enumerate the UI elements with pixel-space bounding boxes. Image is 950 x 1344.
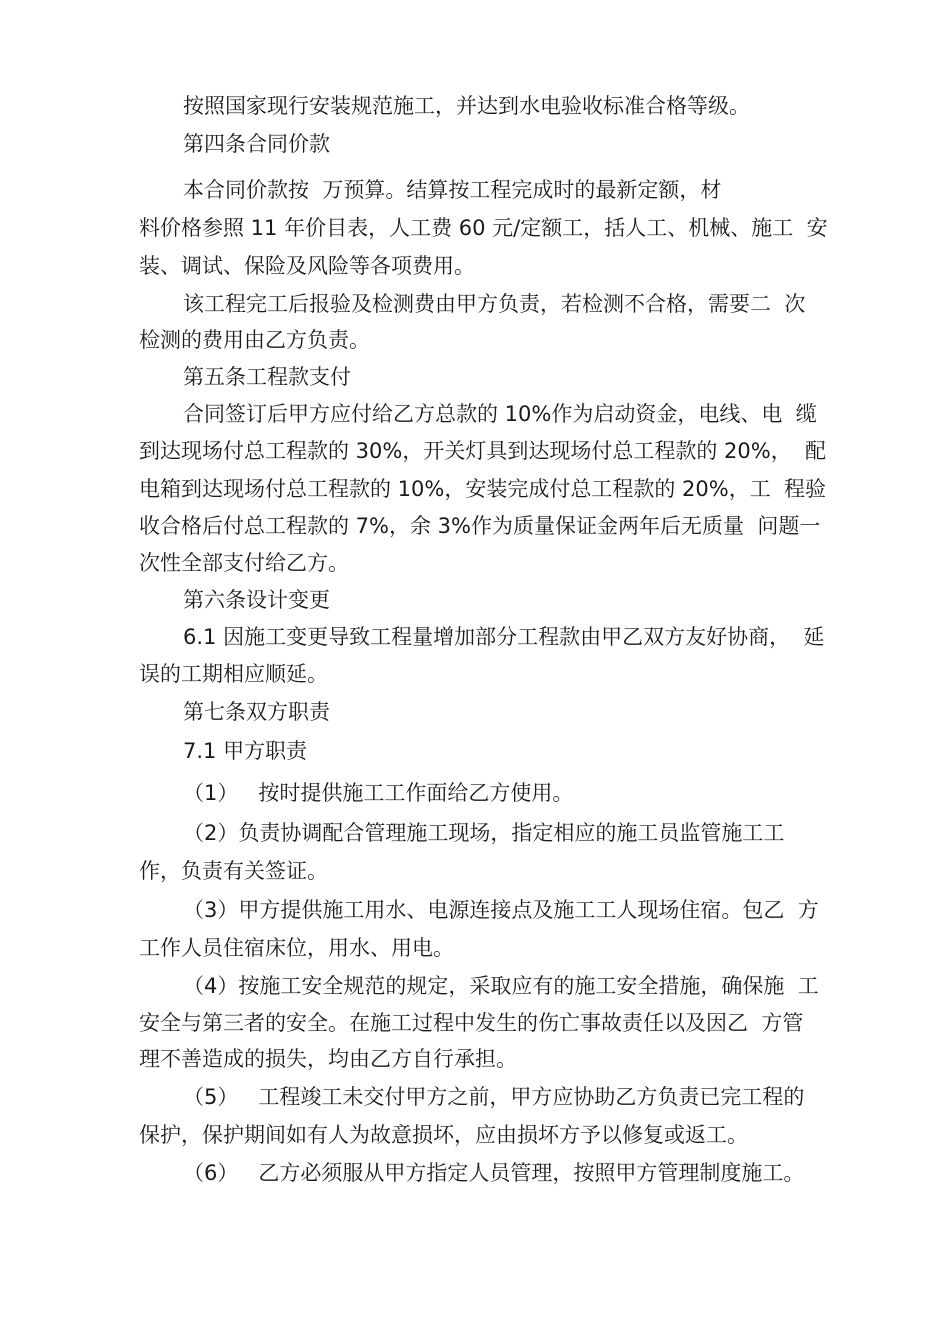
paragraph-line: 保护，保护期间如有人为故意损坏，应由损坏方予以修复或返工。 [139,1123,748,1147]
list-item: （1） 按时提供施工工作面给乙方使用。 [183,781,574,805]
paragraph-line: 安全与第三者的安全。在施工过程中发生的伤亡事故责任以及因乙 方管 [139,1011,804,1035]
list-item: （4）按施工安全规范的规定，采取应有的施工安全措施，确保施 工 [183,974,819,998]
section-heading: 第五条工程款支付 [183,365,351,389]
paragraph-line: 料价格参照 11 年价目表，人工费 60 元/定额工，括人工、机械、施工 安 [139,216,828,240]
paragraph-line: 误的工期相应顺延。 [139,662,328,686]
paragraph-line: 本合同价款按 万预算。结算按工程完成时的最新定额，材 [183,178,722,202]
paragraph-line: 该工程完工后报验及检测费由甲方负责，若检测不合格，需要二 次 [183,292,806,316]
list-item: （5） 工程竣工未交付甲方之前，甲方应协助乙方负责已完工程的 [183,1085,805,1109]
paragraph-line: 合同签订后甲方应付给乙方总款的 10%作为启动资金，电线、电 缆 [183,402,817,426]
section-heading: 第四条合同价款 [183,132,330,156]
paragraph-line: 工作人员住宿床位，用水、用电。 [139,936,454,960]
paragraph-line: 理不善造成的损失，均由乙方自行承担。 [139,1047,517,1071]
subsection-heading: 7.1 甲方职责 [183,739,308,763]
list-item: （3）甲方提供施工用水、电源连接点及施工工人现场住宿。包乙 方 [183,898,819,922]
paragraph-line: 6.1 因施工变更导致工程量增加部分工程款由甲乙双方友好协商， 延 [183,625,825,649]
paragraph-line: 电箱到达现场付总工程款的 10%，安装完成付总工程款的 20%，工 程验 [139,477,827,501]
paragraph-line: 检测的费用由乙方负责。 [139,328,370,352]
list-item: （6） 乙方必须服从甲方指定人员管理，按照甲方管理制度施工。 [183,1161,805,1185]
paragraph-line: 按照国家现行安装规范施工，并达到水电验收标准合格等级。 [183,94,750,118]
paragraph-line: 到达现场付总工程款的 30%，开关灯具到达现场付总工程款的 20%， 配 [139,439,827,463]
paragraph-line: 收合格后付总工程款的 7%，余 3%作为质量保证金两年后无质量 问题一 [139,514,821,538]
paragraph-line: 装、调试、保险及风险等各项费用。 [139,254,475,278]
section-heading: 第六条设计变更 [183,588,330,612]
paragraph-line: 作，负责有关签证。 [139,859,328,883]
list-item: （2）负责协调配合管理施工现场，指定相应的施工员监管施工工 [183,821,785,845]
section-heading: 第七条双方职责 [183,700,330,724]
paragraph-line: 次性全部支付给乙方。 [139,551,349,575]
